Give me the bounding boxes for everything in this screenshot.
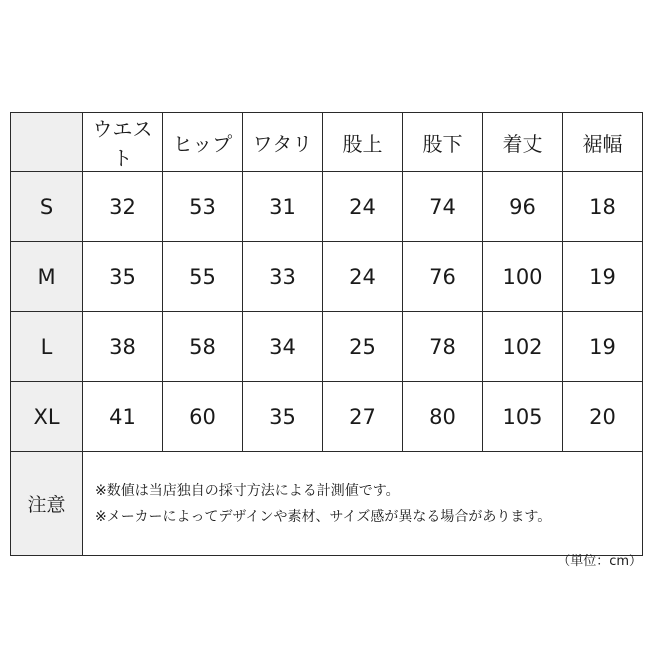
table-cell: 34 [243, 312, 323, 382]
note-row [11, 452, 643, 556]
table-cell: 55 [163, 242, 243, 312]
column-header-thigh: ワタリ [243, 113, 323, 172]
table-cell: 35 [243, 382, 323, 452]
column-header-inseam: 股下 [403, 113, 483, 172]
table-cell: 60 [163, 382, 243, 452]
table-cell: 20 [563, 382, 643, 452]
table-cell: 32 [83, 172, 163, 242]
table-row [11, 172, 643, 242]
table-row [11, 242, 643, 312]
table-cell: 19 [563, 312, 643, 382]
unit-caption: （単位：cm） [557, 554, 642, 569]
table-cell: 38 [83, 312, 163, 382]
table-cell: 27 [323, 382, 403, 452]
table-cell: 58 [163, 312, 243, 382]
table-cell: 18 [563, 172, 643, 242]
size-label: XL [11, 382, 83, 452]
table-row [11, 312, 643, 382]
column-header-hip: ヒップ [163, 113, 243, 172]
note-line: ※メーカーによってデザインや素材、サイズ感が異なる場合があります。 [95, 508, 552, 525]
table-cell: 96 [483, 172, 563, 242]
column-header-waist: ウエスト [83, 113, 163, 172]
table-cell: 31 [243, 172, 323, 242]
table-cell: 35 [83, 242, 163, 312]
column-header-rise: 股上 [323, 113, 403, 172]
table-cell: 33 [243, 242, 323, 312]
table-cell: 19 [563, 242, 643, 312]
corner-cell [11, 113, 83, 172]
table-cell: 53 [163, 172, 243, 242]
column-header-length: 着丈 [483, 113, 563, 172]
size-label: L [11, 312, 83, 382]
note-label: 注意 [11, 452, 83, 556]
header-row [11, 113, 643, 172]
table-cell: 41 [83, 382, 163, 452]
note-body [83, 452, 643, 556]
table-cell: 74 [403, 172, 483, 242]
size-label: S [11, 172, 83, 242]
table-cell: 105 [483, 382, 563, 452]
table-cell: 102 [483, 312, 563, 382]
table-cell: 100 [483, 242, 563, 312]
table-row [11, 382, 643, 452]
size-label: M [11, 242, 83, 312]
table-cell: 78 [403, 312, 483, 382]
note-line: ※数値は当店独自の採寸方法による計測値です。 [95, 482, 400, 499]
column-header-hem-width: 裾幅 [563, 113, 643, 172]
table-cell: 25 [323, 312, 403, 382]
table-cell: 24 [323, 242, 403, 312]
table-cell: 76 [403, 242, 483, 312]
size-chart-table [10, 112, 643, 556]
table-cell: 80 [403, 382, 483, 452]
table-cell: 24 [323, 172, 403, 242]
